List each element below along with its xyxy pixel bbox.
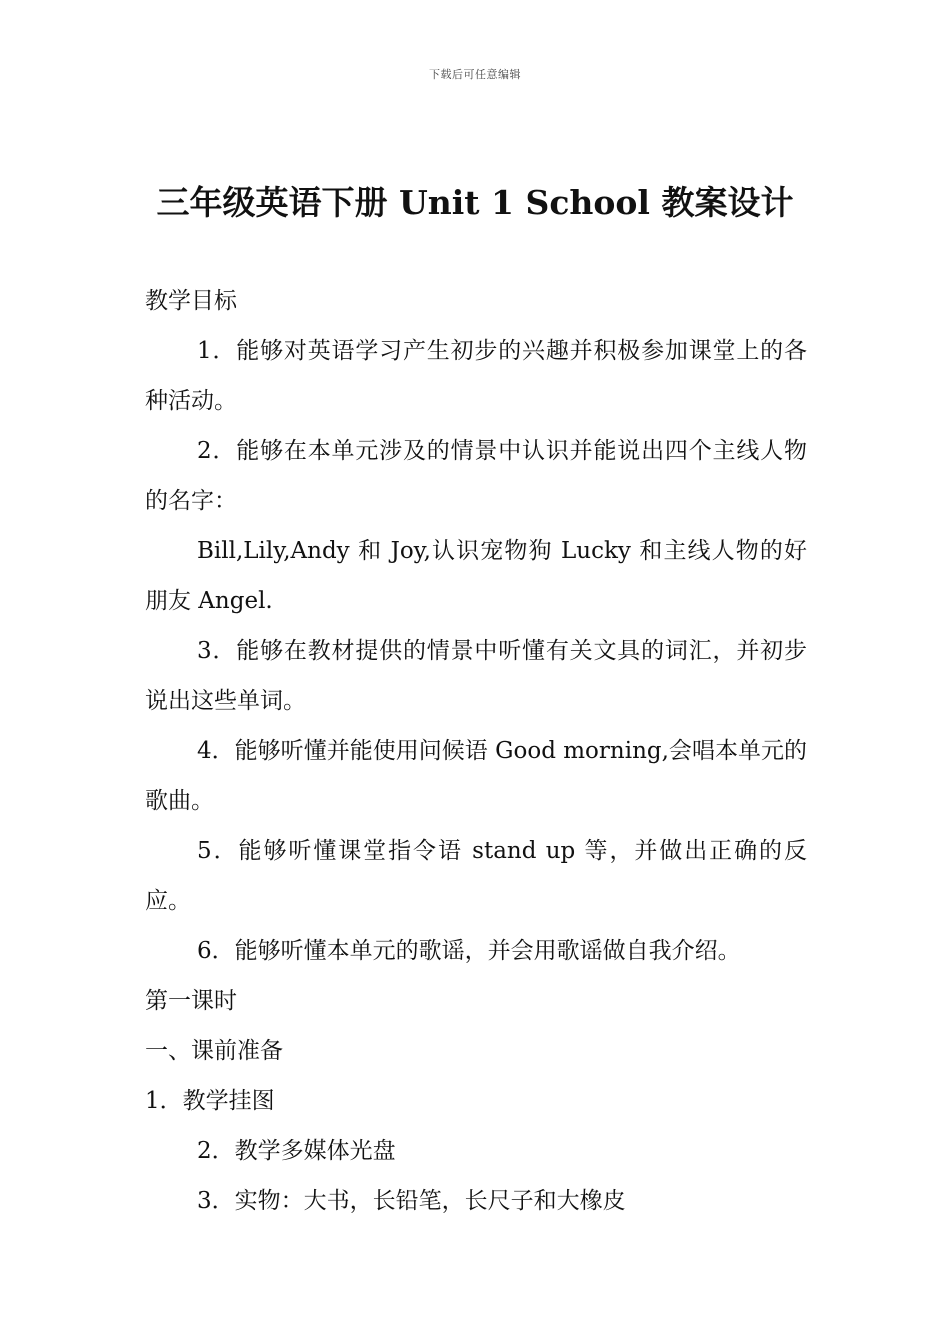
preparation-item-1: 1．教学挂图 — [145, 1088, 275, 1114]
objective-1: 1．能够对英语学习产生初步的兴趣并积极参加课堂上的各种活动。 — [145, 338, 807, 414]
document-title: 三年级英语下册 Unit 1 School 教案设计 — [156, 183, 794, 222]
section-heading-objectives: 教学目标 — [145, 288, 237, 314]
document-body — [145, 276, 807, 1226]
objective-5: 5．能够听懂课堂指令语 stand up 等，并做出正确的反应。 — [145, 838, 807, 914]
objective-2: 2．能够在本单元涉及的情景中认识并能说出四个主线人物的名字： — [145, 438, 807, 514]
preparation-item-2: 2．教学多媒体光盘 — [197, 1138, 396, 1164]
preparation-item-3: 3．实物：大书，长铅笔，长尺子和大橡皮 — [197, 1188, 626, 1214]
header-note: 下载后可任意编辑 — [429, 68, 521, 81]
objective-4: 4．能够听懂并能使用问候语 Good morning,会唱本单元的歌曲。 — [145, 738, 807, 814]
section-heading-lesson-1: 第一课时 — [145, 988, 237, 1014]
objective-6: 6．能够听懂本单元的歌谣，并会用歌谣做自我介绍。 — [197, 938, 741, 964]
subheading-preparation: 一、课前准备 — [145, 1038, 283, 1064]
objective-3: 3．能够在教材提供的情景中听懂有关文具的词汇，并初步说出这些单词。 — [145, 638, 807, 714]
objective-2-names: Bill,Lily,Andy 和 Joy,认识宠物狗 Lucky 和主线人物的好朋友 Angel. — [145, 538, 807, 614]
